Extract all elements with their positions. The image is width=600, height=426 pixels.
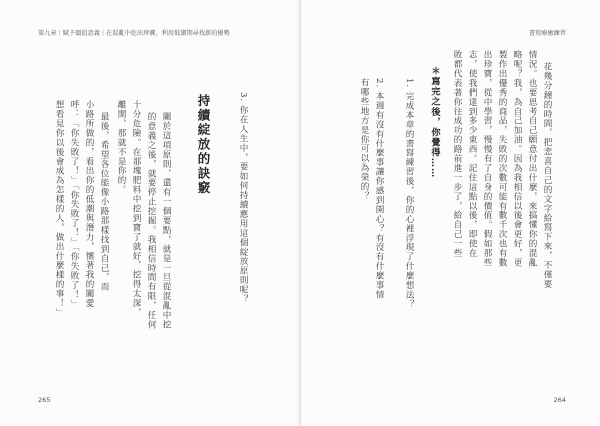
section-heading: 持續綻放的訣竅 — [196, 94, 211, 196]
left-body-line: 關於這項原則，還有一個要點，就是一旦從混亂中挖 — [161, 112, 171, 330]
left-body-line: 離開，那就不是你的。 — [116, 100, 126, 195]
reflection-question: 有哪些地方是你可以為榮的？ — [359, 78, 369, 201]
right-body-line: 製作出優秀的商品，失敗的次數可能有數千次也有數 — [497, 50, 507, 268]
reflection-question: 2. 本週有沒有什麼事讓你感到開心？有沒有什麼事情 — [374, 78, 384, 300]
write-prompt: ＊寫完之後，你覺得…… — [429, 66, 440, 179]
left-body-line: 呼：「你失敗了！」「你失敗了！」「你失敗了！」 — [69, 100, 79, 309]
right-body-line: 敗都代表著你往成功的路前進一步了，給自己一些 — [452, 50, 462, 258]
left-body-line: 想看見你以後會成為怎樣的人，做出什麼樣的事！」 — [54, 100, 64, 318]
left-body-line: 最後，希望各位能像小路那樣找到自己，而 — [99, 112, 109, 292]
right-body-line: 略呢？我，為自己加油。因為我相信以後會更好，更 — [512, 50, 522, 268]
left-body-line: 十分危險。在那塊肥料中挖到寶了就好，挖得太深， — [131, 100, 141, 318]
right-body-line: 情況。也要思考自己願意付出什麼，來搞懂你的混亂 — [527, 50, 537, 268]
right-body-line: 志，使我們達到多少東西。記住這點以後，即使在 — [467, 50, 477, 258]
running-head-left: 第九章｜賦予價值意義｜在混亂中挖出珍寶，利用低潮期尋找新的優勢 — [38, 30, 230, 37]
reflection-question: 1. 完成本章的書寫練習後，你的心裡浮現了什麼想法？ — [404, 78, 414, 309]
left-body-line: 小路所做的，看出你的低潮與潛力，懷著我的關愛 — [84, 100, 94, 308]
right-body-line: 出珍寶，從中學習，慢慢有了自身的價值。假如那些 — [482, 50, 492, 268]
page-number-left: 265 — [38, 396, 51, 404]
question-3: 3. 你在人生中，要如何持續應用這個綻放原則呢？ — [238, 92, 248, 304]
page-number-right: 264 — [553, 396, 566, 404]
running-head-right: 書寫療癒練習 — [528, 30, 566, 37]
left-body-line: 的意義之後，就要停止挖掘。我相信時間有限，任何 — [146, 112, 156, 330]
left-page — [0, 0, 299, 426]
right-body-line: 花幾分鐘的時間，把悲喜自己的文字給寫下來，不僅要 — [542, 62, 552, 289]
right-page — [301, 0, 600, 426]
